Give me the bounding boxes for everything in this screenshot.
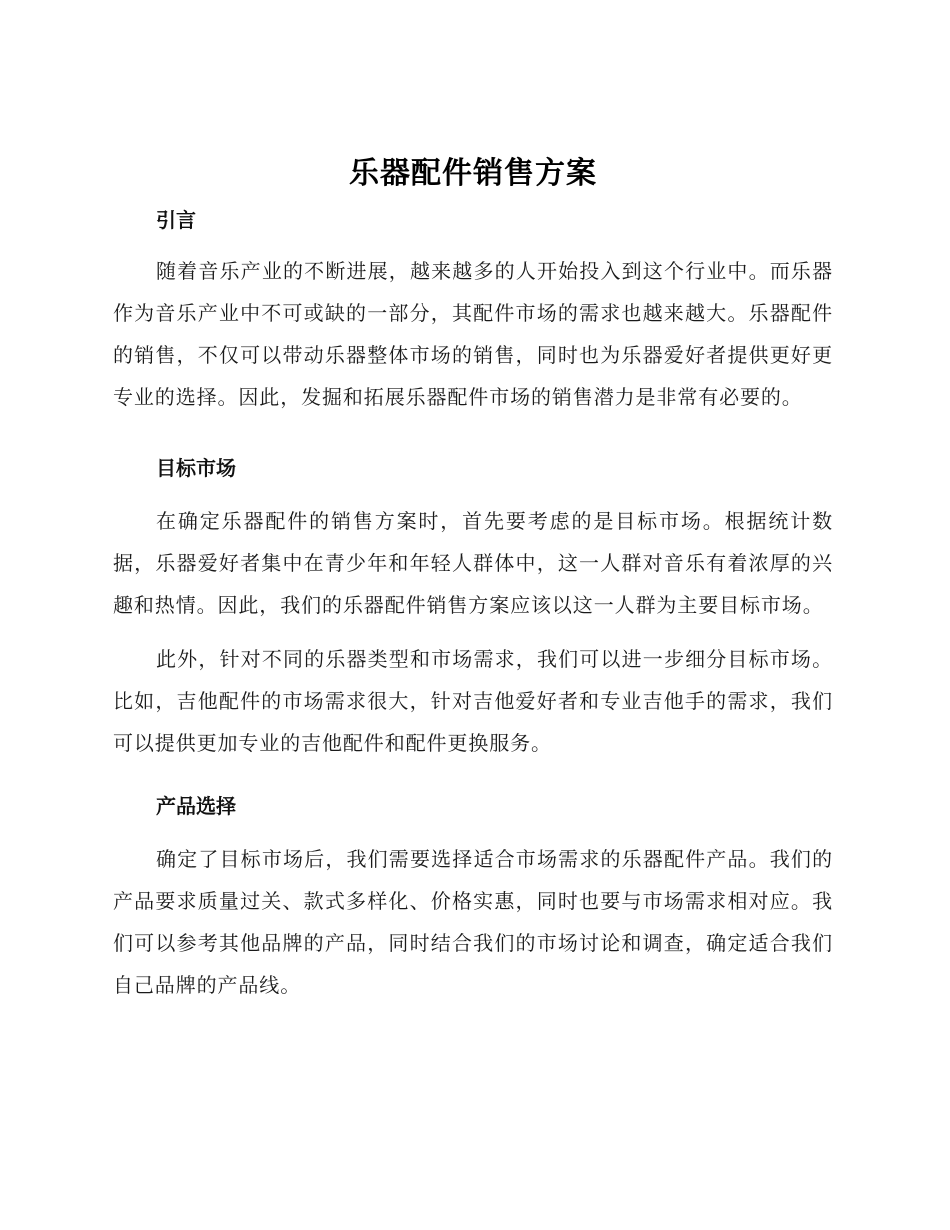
paragraph-introduction: 随着音乐产业的不断进展，越来越多的人开始投入到这个行业中。而乐器作为音乐产业中不可或缺的一部分，其配件市场的需求也越来越大。乐器配件的销售，不仅可以带动乐器整体市场的销售，同时也为乐器爱好者提供更好更专业的选择。因此，发掘和拓展乐器配件市场的销售潜力是非常有必要的。 xyxy=(113,259,833,409)
paragraph-target-market-2: 此外，针对不同的乐器类型和市场需求，我们可以进一步细分目标市场。比如，吉他配件的市场需求很大，针对吉他爱好者和专业吉他手的需求，我们可以提供更加专业的吉他配件和配件更换服务。 xyxy=(113,647,833,755)
section-heading-introduction: 引言 xyxy=(156,208,196,232)
document-body xyxy=(113,150,833,1006)
paragraph-product-selection: 确定了目标市场后，我们需要选择适合市场需求的乐器配件产品。我们的产品要求质量过关、款式多样化、价格实惠，同时也要与市场需求相对应。我们可以参考其他品牌的产品，同时结合我们的市场讨论和调查，确定适合我们自己品牌的产品线。 xyxy=(113,847,833,997)
section-heading-target-market: 目标市场 xyxy=(156,456,236,480)
paragraph-target-market-1: 在确定乐器配件的销售方案时，首先要考虑的是目标市场。根据统计数据，乐器爱好者集中在青少年和年轻人群体中，这一人群对音乐有着浓厚的兴趣和热情。因此，我们的乐器配件销售方案应该以这一人群为主要目标市场。 xyxy=(113,509,833,617)
section-heading-product-selection: 产品选择 xyxy=(156,794,236,818)
document-title: 乐器配件销售方案 xyxy=(349,156,597,191)
